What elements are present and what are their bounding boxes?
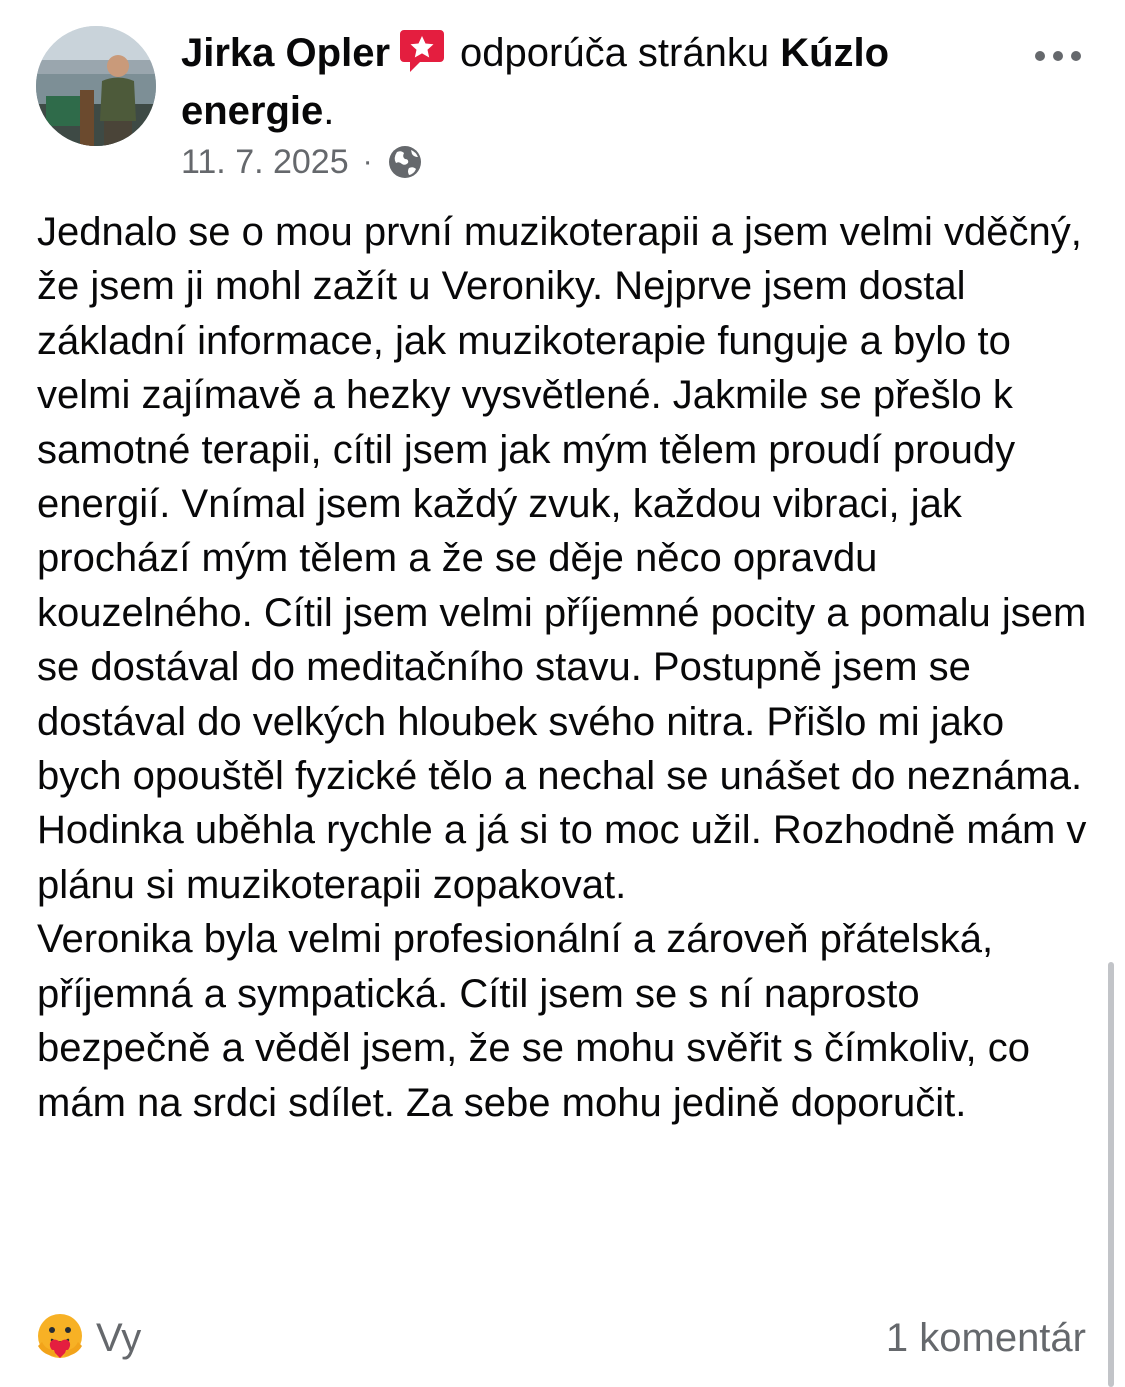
comments-count-link[interactable]: 1 komentár [885,1315,1086,1360]
more-options-icon [1030,38,1090,74]
review-paragraph: Veronika byla velmi profesionální a zároveň přátelská, příjemná a sympatická. Cítil jsem se s ní naprosto bezpečně a věděl jsem, že se mohu svěřit s čímkoliv, co mám na srdci sdílet. Za sebe mohu jedině doporučit. [37,917,1031,1125]
author-name[interactable]: Jirka Opler [181,31,391,75]
avatar-photo [36,26,156,146]
post-date[interactable]: 11. 7. 2025 [181,142,349,181]
post-footer [34,1310,1086,1366]
post-header [181,24,1011,140]
reactions-summary[interactable] [34,1312,141,1364]
recommend-badge-icon [398,28,446,74]
author-avatar[interactable] [36,26,156,146]
scrollbar-thumb[interactable] [1108,962,1114,1387]
globe-icon[interactable] [387,144,423,180]
post-meta [181,140,423,184]
header-period: . [323,89,335,133]
more-options-button[interactable] [1030,38,1090,74]
review-text [37,205,1097,1130]
reactions-label: Vy [96,1315,142,1360]
review-paragraph: Jednalo se o mou první muzikoterapii a jsem velmi vděčný, že jsem ji mohl zažít u Veroniky. Nejprve jsem dostal základní informace, jak muzikoterapie funguje a bylo to velmi zajímavě a hezky vysvětlené. Jakmile se přešlo k samotné terapii, cítil jsem jak mým tělem proudí proudy energií. Vnímal jsem každý zvuk, každou vibraci, jak prochází mým tělem a že se děje něco opravdu kouzelného. Cítil jsem velmi příjemné pocity a pomalu jsem se dostával do meditačního stavu. Postupně jsem se dostával do velkých hloubek svého nitra. Přišlo mi jako bych opouštěl fyzické tělo a nechal se unášet do neznáma. Hodinka uběhla rychle a já si to moc užil. Rozhodně mám v plánu si muzikoterapii zopakovat. [37,210,1087,907]
care-reaction-icon [34,1312,86,1364]
action-text: odporúča stránku [460,31,770,75]
meta-separator: · [362,145,373,178]
page-name-link[interactable]: Kúzlo energie [181,31,890,133]
